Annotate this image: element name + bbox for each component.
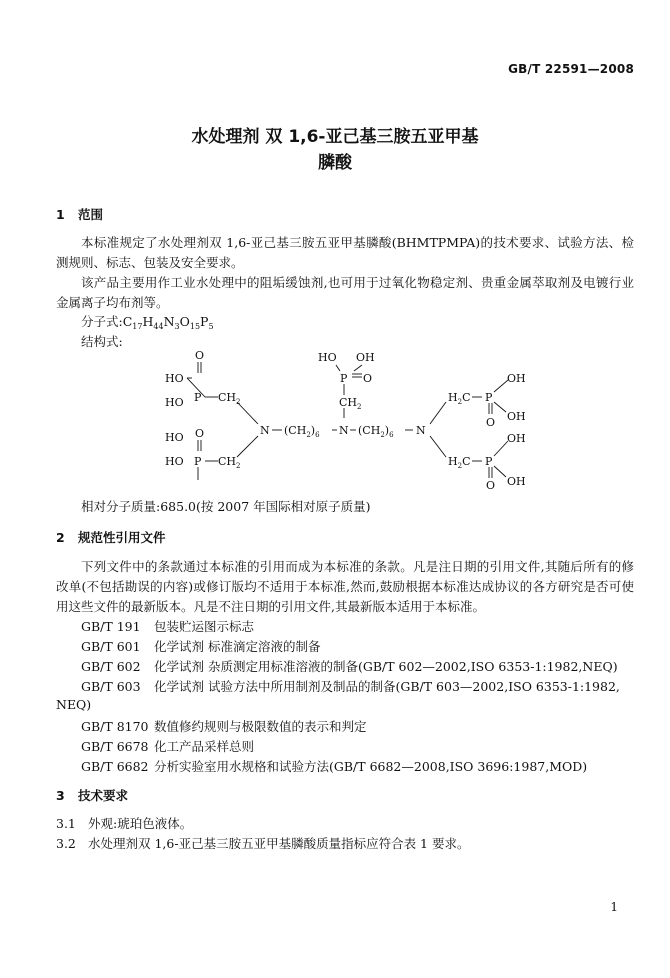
- oh-label: OH: [356, 351, 375, 364]
- ho-label: HO: [165, 431, 184, 444]
- o-label: O: [195, 349, 205, 362]
- section-title: 规范性引用文件: [78, 530, 166, 545]
- reference-item: [81, 657, 618, 675]
- oh-label: OH: [507, 372, 526, 385]
- o-label: O: [486, 479, 496, 492]
- molecular-mass: 相对分子质量:685.0(按 2007 年国际相对原子质量): [81, 499, 371, 514]
- structural-formula: [0, 340, 670, 500]
- ho-label: HO: [318, 351, 337, 364]
- formula-subscript: 3: [174, 322, 180, 331]
- p-label: P: [194, 455, 202, 468]
- oh-label: OH: [507, 432, 526, 445]
- n-label: N: [260, 424, 270, 437]
- reference-code: GB/T 601: [81, 639, 141, 654]
- standard-code: GB/T 22591—2008: [508, 62, 634, 76]
- o-label: O: [195, 427, 205, 440]
- scope-paragraph-2: 该产品主要用作工业水处理中的阻垢缓蚀剂,也可用于过氧化物稳定剂、贵重金属萃取剂及电镀行业金属离子均布剂等。: [56, 275, 634, 310]
- reference-title: 化学试剂 杂质测定用标准溶液的制备(GB/T 602—2002,ISO 6353-1:1982,NEQ): [154, 659, 618, 674]
- formula-element: P: [200, 314, 209, 329]
- title-line-1: 水处理剂 双 1,6-亚己基三胺五亚甲基: [191, 127, 479, 147]
- ch2-label: $CH_2$: [339, 396, 362, 411]
- reference-title: 化工产品采样总则: [154, 739, 255, 754]
- clause-number: 3.1: [56, 816, 76, 831]
- structure-label: 结构式:: [81, 334, 123, 349]
- p-label: P: [194, 391, 202, 404]
- o-label: O: [363, 372, 373, 385]
- n-label: N: [416, 424, 426, 437]
- ho-label: HO: [165, 455, 184, 468]
- reference-item: [81, 757, 587, 775]
- p-label: P: [485, 455, 493, 468]
- h2c-label: $H_2C$: [448, 455, 471, 470]
- section-title: 范围: [78, 207, 104, 222]
- section-3-heading: [56, 786, 128, 804]
- h2c-label: $H_2C$: [448, 391, 471, 406]
- formula-label: 分子式:: [81, 314, 123, 329]
- reference-item: [81, 637, 320, 655]
- reference-title: 包装贮运图示标志: [154, 619, 255, 634]
- clause-number: 3.2: [56, 836, 76, 851]
- reference-item: [81, 717, 367, 735]
- ho-label: HO: [165, 396, 184, 409]
- n-label: N: [339, 424, 349, 437]
- reference-code: GB/T 6682: [81, 759, 149, 774]
- chain-label: $(CH_2)_6$: [284, 424, 320, 439]
- reference-code: GB/T 8170: [81, 719, 149, 734]
- o-label: O: [486, 416, 496, 429]
- reference-item: [81, 737, 254, 755]
- references-paragraph: 下列文件中的条款通过本标准的引用而成为本标准的条款。凡是注日期的引用文件,其随后所有的修改单(不包括勘误的内容)或修订版均不适用于本标准,然而,鼓励根据本标准达成协议的各方研究是否可使用这些文件的最新版本。凡是不注日期的引用文件,其最新版本适用于本标准。: [56, 559, 634, 614]
- oh-label: OH: [507, 475, 526, 488]
- reference-title: 化学试剂 标准滴定溶液的制备: [154, 639, 321, 654]
- reference-code: GB/T 6678: [81, 739, 149, 754]
- ch2-label: $CH_2$: [218, 455, 241, 470]
- page-number: 1: [610, 900, 618, 914]
- section-2-heading: [56, 528, 166, 546]
- p-label: P: [340, 372, 348, 385]
- section-number: 1: [56, 207, 65, 222]
- clause-text: 外观:琥珀色液体。: [88, 816, 193, 831]
- reference-item: [81, 617, 254, 635]
- clause-text: 水处理剂双 1,6-亚己基三胺五亚甲基膦酸质量指标应符合表 1 要求。: [88, 836, 470, 851]
- reference-title: 化学试剂 试验方法中所用制剂及制品的制备(GB/T 603—2002,ISO 6353-1:1982,: [154, 679, 620, 694]
- ch2-label: $CH_2$: [218, 391, 241, 406]
- clause-3-2: [56, 834, 469, 852]
- reference-item: [81, 677, 620, 695]
- ho-label: HO: [165, 372, 184, 385]
- formula-element: O: [179, 314, 190, 329]
- chain-label: $(CH_2)_6$: [358, 424, 394, 439]
- formula-element: H: [142, 314, 154, 329]
- reference-code: GB/T 602: [81, 659, 141, 674]
- section-title: 技术要求: [78, 788, 129, 803]
- section-number: 3: [56, 788, 65, 803]
- section-1-heading: [56, 205, 103, 223]
- formula-subscript: 44: [153, 322, 164, 331]
- formula-subscript: 5: [208, 322, 214, 331]
- clause-3-1: [56, 814, 192, 832]
- title-line-2: 膦酸: [318, 153, 352, 173]
- scope-paragraph-1: 本标准规定了水处理剂双 1,6-亚己基三胺五亚甲基膦酸(BHMTPMPA)的技术要求、试验方法、检测规则、标志、包装及安全要求。: [56, 235, 634, 270]
- reference-title: 数值修约规则与极限数值的表示和判定: [154, 719, 367, 734]
- oh-label: OH: [507, 410, 526, 423]
- reference-title: 分析实验室用水规格和试验方法(GB/T 6682—2008,ISO 3696:1987,MOD): [154, 759, 588, 774]
- formula-element: N: [163, 314, 175, 329]
- p-label: P: [485, 391, 493, 404]
- reference-continuation: NEQ): [56, 697, 92, 712]
- formula-subscript: 17: [132, 322, 143, 331]
- formula-element: C: [122, 314, 133, 329]
- reference-code: GB/T 603: [81, 679, 141, 694]
- reference-code: GB/T 191: [81, 619, 141, 634]
- formula-subscript: 15: [189, 322, 201, 331]
- molecular-formula: [81, 312, 214, 331]
- section-number: 2: [56, 530, 65, 545]
